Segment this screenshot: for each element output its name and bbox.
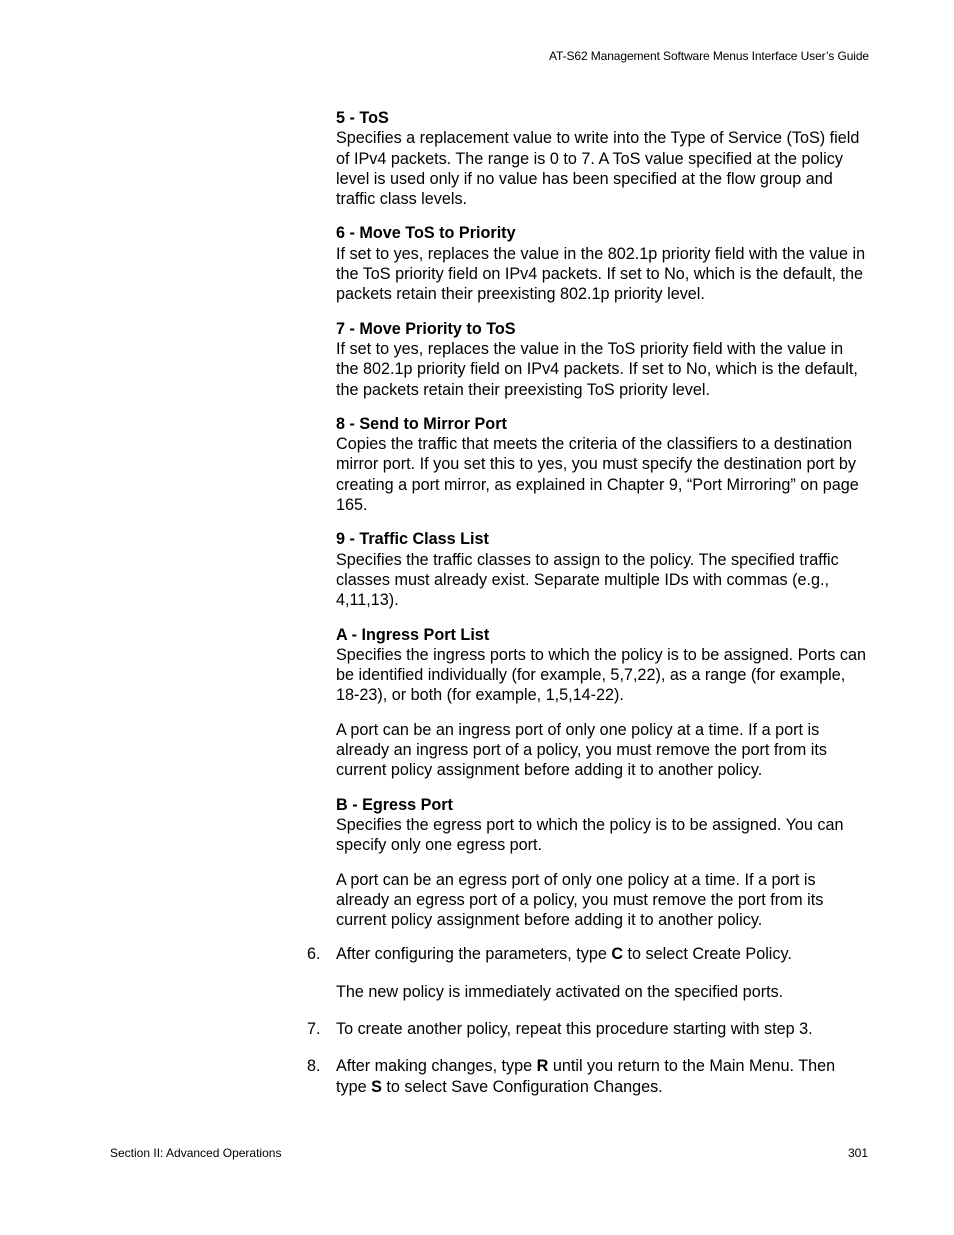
entry-move-tos-to-priority — [336, 223, 868, 304]
entry-title: 7 - Move Priority to ToS — [336, 319, 516, 338]
entry-title: 6 - Move ToS to Priority — [336, 224, 516, 243]
entry-title: 8 - Send to Mirror Port — [336, 414, 507, 433]
step-6 — [307, 944, 868, 1002]
step-number: 8. — [307, 1057, 321, 1076]
entry-tos — [336, 108, 868, 209]
entry-paragraph: Specifies the egress port to which the policy is to be assigned. You can specify only one egress port. — [336, 815, 844, 855]
entry-paragraph: Specifies a replacement value to write into the Type of Service (ToS) field of IPv4 packets. The range is 0 to 7. A ToS value specified at the policy level is used only if no value has been specified at the flow group and traffic class levels. — [336, 129, 860, 209]
entry-title: A - Ingress Port List — [336, 625, 490, 644]
entry-paragraph: If set to yes, replaces the value in the ToS priority field with the value in the 802.1p priority field on IPv4 packets. If set to No, which is the default, the packets retain their preexisting ToS priority level. — [336, 339, 858, 399]
step-note: The new policy is immediately activated on the specified ports. — [336, 982, 784, 1001]
page-number: 301 — [847, 1146, 868, 1160]
entry-paragraph: Specifies the traffic classes to assign to the policy. The specified traffic classes must already exist. Separate multiple IDs with commas (e.g., 4,11,13). — [336, 550, 839, 610]
entry-title: 9 - Traffic Class List — [336, 530, 489, 549]
step-number: 7. — [307, 1019, 321, 1038]
entry-paragraph: If set to yes, replaces the value in the 802.1p priority field with the value in the ToS priority field on IPv4 packets. If set to No, which is the default, the packets retain their preexisting 802.1p priority level. — [336, 244, 866, 304]
running-header: AT-S62 Management Software Menus Interface User’s Guide — [549, 49, 869, 63]
step-text: After making changes, type R until you return to the Main Menu. Then type S to select Save Configuration Changes. — [336, 1057, 836, 1096]
step-number: 6. — [307, 945, 321, 964]
entry-paragraph: Copies the traffic that meets the criteria of the classifiers to a destination mirror port. If you set this to yes, you must specify the destination port by creating a port mirror, as explained in Chapter 9, “Port Mirroring” on page 165. — [336, 435, 859, 515]
entry-egress-port — [336, 795, 868, 931]
entry-paragraph: Specifies the ingress ports to which the policy is to be assigned. Ports can be identified individually (for example, 5,7,22), as a range (for example, 18-23), or both (for example, 1,5,14-22). — [336, 645, 866, 705]
key-s: S — [371, 1077, 382, 1096]
entry-send-to-mirror-port — [336, 414, 868, 515]
entry-paragraph: A port can be an egress port of only one policy at a time. If a port is already an egress port of a policy, you must remove the port from its current policy assignment before adding it to another policy. — [336, 870, 824, 930]
page-body — [307, 108, 868, 1097]
entry-traffic-class-list — [336, 529, 868, 610]
key-c: C — [611, 945, 624, 964]
entry-title: 5 - ToS — [336, 109, 389, 127]
footer-section: Section II: Advanced Operations — [110, 1146, 282, 1160]
entry-title: B - Egress Port — [336, 795, 453, 814]
step-text: After configuring the parameters, type C to select Create Policy. — [336, 945, 792, 964]
entry-ingress-port-list — [336, 625, 868, 781]
entry-paragraph: A port can be an ingress port of only one policy at a time. If a port is already an ingress port of a policy, you must remove the port from its current policy assignment before adding it to another policy. — [336, 720, 827, 780]
step-text: To create another policy, repeat this procedure starting with step 3. — [336, 1019, 813, 1038]
key-r: R — [536, 1057, 549, 1076]
step-7 — [307, 1019, 868, 1039]
entry-move-priority-to-tos — [336, 319, 868, 400]
step-8 — [307, 1056, 868, 1097]
